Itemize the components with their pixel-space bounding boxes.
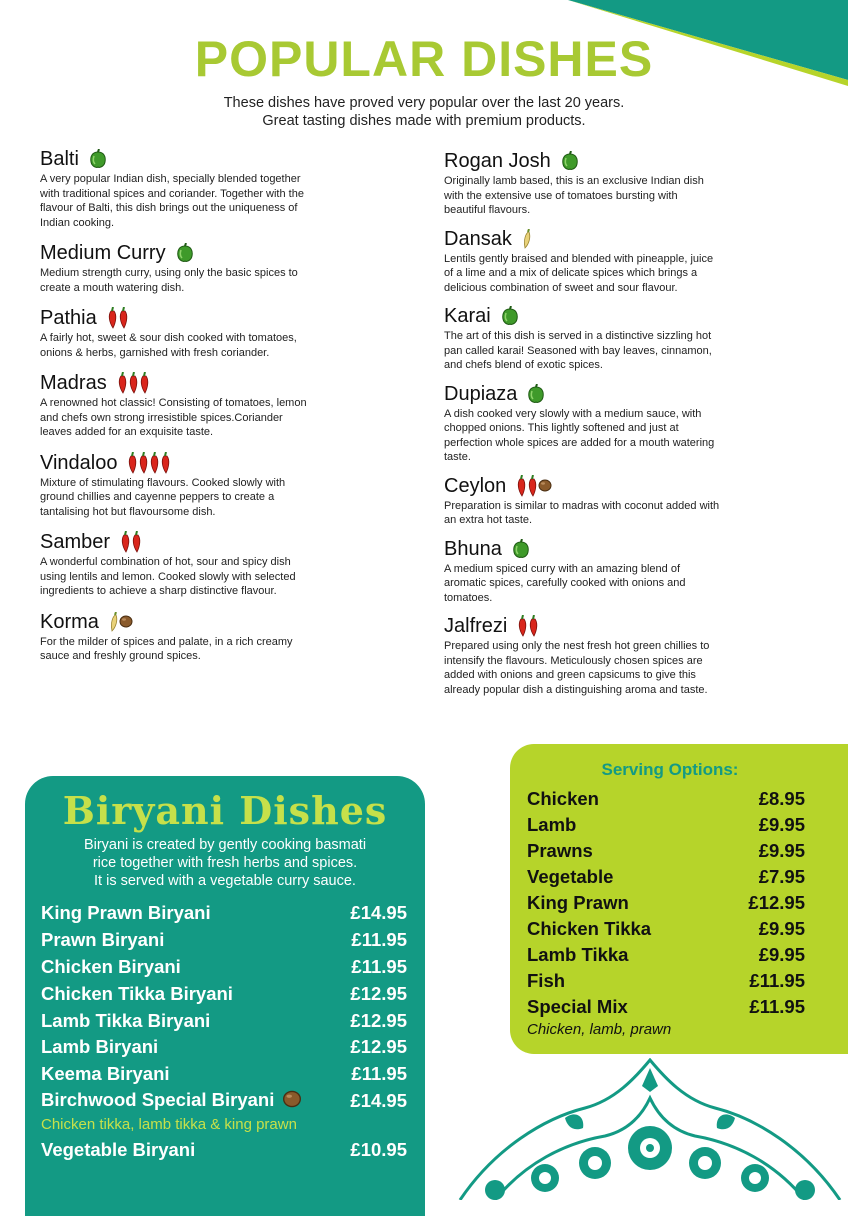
dish-name: Samber <box>40 531 111 553</box>
biryani-desc-line: Biryani is created by gently cooking basmati <box>83 837 367 853</box>
dish-description <box>444 499 774 528</box>
dish-description-line: and chefs blend of exotic spices. <box>444 359 603 371</box>
dish-name-row <box>40 370 370 396</box>
dish-item <box>40 450 370 520</box>
dish-item <box>444 613 774 697</box>
biryani-title: Biryani Dishes <box>62 788 388 833</box>
spice-level-icons <box>109 612 133 632</box>
dish-description-line: flavour of Balti, this dish brings out the uniqueness of <box>40 202 298 214</box>
red-chilli-icon <box>107 307 118 329</box>
dish-description-line: already popular dish a distinguishing aroma and taste. <box>444 683 708 696</box>
dish-description <box>40 476 370 520</box>
red-chilli-icon <box>527 475 538 497</box>
dish-description-line: A dish cooked very slowly with a medium sauce, with <box>444 407 702 420</box>
dish-description-line: Originally lamb based, this is an exclusive Indian dish <box>444 175 704 187</box>
page-subtitle <box>0 94 848 130</box>
dish-description-line: leaves added for an exquisite taste. <box>40 426 214 438</box>
green-pepper-icon <box>89 149 107 169</box>
dish-description-line: delicious combination of sweet and sour flavour. <box>444 281 678 294</box>
dish-item <box>444 381 774 465</box>
biryani-name: Chicken Tikka Biryani <box>41 982 233 1004</box>
spice-level-icons <box>517 615 539 637</box>
red-chilli-icon <box>160 452 171 474</box>
spice-level-icons <box>522 229 532 249</box>
serving-name: Lamb Tikka <box>527 944 629 965</box>
biryani-price: £12.95 <box>350 1009 407 1031</box>
dish-description <box>40 331 370 360</box>
red-chilli-icon <box>128 372 139 394</box>
biryani-desc-line: rice together with fresh herbs and spices. <box>92 855 358 871</box>
serving-row <box>527 916 805 942</box>
serving-price: £9.95 <box>758 918 805 939</box>
biryani-row <box>41 1007 407 1034</box>
dish-name-row <box>444 381 774 407</box>
dish-description-line: with the extensive use of tomatoes bursting with <box>444 189 678 202</box>
dish-description-line: A wonderful combination of hot, sour and spicy dish <box>40 556 291 568</box>
dish-name-row <box>40 609 370 635</box>
biryani-note: Chicken tikka, lamb tikka & king prawn <box>41 1116 297 1134</box>
spice-level-icons <box>527 384 545 404</box>
red-chilli-icon <box>127 452 138 474</box>
spice-level-icons <box>120 531 142 553</box>
spice-level-icons <box>176 243 194 263</box>
dish-name: Korma <box>40 610 99 633</box>
red-chilli-icon <box>117 372 128 394</box>
biryani-row <box>41 927 407 954</box>
dish-name: Vindaloo <box>40 451 118 474</box>
biryani-price: £11.95 <box>351 1063 407 1085</box>
biryani-name: King Prawn Biryani <box>41 902 211 924</box>
subtitle-line: Great tasting dishes made with premium products. <box>262 113 586 129</box>
serving-row <box>527 994 805 1020</box>
serving-row <box>527 786 805 812</box>
dish-item <box>40 370 370 440</box>
biryani-list <box>41 900 407 1163</box>
dish-description-line: chopped onions. This lightly softened and just at <box>444 422 679 434</box>
dish-name-row <box>444 536 774 562</box>
dish-name-row <box>444 473 774 499</box>
nut-icon <box>538 479 552 492</box>
biryani-price: £12.95 <box>350 982 407 1004</box>
green-pepper-icon <box>527 384 545 404</box>
nut-icon <box>282 1090 302 1113</box>
serving-name: Chicken Tikka <box>527 918 652 939</box>
spice-level-icons <box>501 306 519 326</box>
dish-description-line: ingredients to achieve a sharp distinctive flavour. <box>40 585 277 597</box>
dish-name-row <box>40 450 370 476</box>
dish-name-row <box>444 613 774 639</box>
dish-item <box>444 148 774 218</box>
dish-name: Medium Curry <box>40 242 166 264</box>
biryani-panel <box>25 776 425 1216</box>
serving-row <box>527 968 805 994</box>
spice-level-icons <box>127 452 171 474</box>
dish-description <box>444 407 774 465</box>
serving-price: £9.95 <box>758 814 805 835</box>
dish-description <box>40 555 370 599</box>
biryani-row <box>41 1034 407 1061</box>
dish-name: Rogan Josh <box>444 150 551 172</box>
dish-description <box>40 396 370 440</box>
serving-price: £7.95 <box>758 866 805 887</box>
serving-name: Fish <box>527 970 566 991</box>
dish-description-line: A medium spiced curry with an amazing blend of <box>444 562 681 575</box>
dish-item <box>40 529 370 599</box>
biryani-row <box>41 1061 407 1088</box>
dish-name: Madras <box>40 372 107 394</box>
dish-name: Dansak <box>444 227 512 250</box>
serving-name: Lamb <box>527 814 577 835</box>
serving-name: Prawns <box>527 840 593 861</box>
right-dish-column <box>444 148 774 705</box>
mandala-ornament <box>455 1058 845 1200</box>
red-chilli-icon <box>516 475 527 497</box>
biryani-desc-line: It is served with a vegetable curry sauce. <box>94 873 356 889</box>
dish-item <box>444 303 774 373</box>
dish-name-row <box>444 148 774 174</box>
nut-icon <box>119 615 133 628</box>
serving-name: King Prawn <box>527 892 629 913</box>
biryani-row <box>41 900 407 927</box>
red-chilli-icon <box>138 452 149 474</box>
dish-name-row <box>444 303 774 329</box>
dish-description-line: create a mouth watering dish. <box>40 281 185 294</box>
dish-name-row <box>40 529 370 555</box>
serving-price: £8.95 <box>758 788 805 809</box>
biryani-name: Lamb Biryani <box>41 1036 159 1058</box>
red-chilli-icon <box>118 307 129 329</box>
dish-description-line: aromatic spices, carefully cooked with onions and <box>444 577 686 589</box>
dish-description-line: tomatoes. <box>444 591 493 604</box>
red-chilli-icon <box>131 531 142 553</box>
red-chilli-icon <box>139 372 150 394</box>
biryani-price: £14.95 <box>350 1089 407 1111</box>
dish-description-line: Mixture of stimulating flavours. Cooked slowly with <box>40 476 286 489</box>
dish-name: Jalfrezi <box>444 615 508 637</box>
dish-description-line: of a lime and a mix of delicate spices which brings a <box>444 267 698 279</box>
dish-description-line: perfection whole spices are added for a mouth watering <box>444 436 715 449</box>
red-chilli-icon <box>149 452 160 474</box>
dish-description <box>40 635 370 664</box>
dish-description-line: with traditional spices and coriander. Together with the <box>40 187 304 200</box>
red-chilli-icon <box>120 531 131 553</box>
dish-description-line: onions & herbs, garnished with fresh coriander. <box>40 346 270 359</box>
left-dish-column <box>40 146 370 674</box>
biryani-name: Chicken Biryani <box>41 955 181 977</box>
serving-price: £9.95 <box>758 840 805 861</box>
biryani-price: £11.95 <box>351 955 407 977</box>
dish-description <box>40 266 370 295</box>
dish-name-row <box>40 146 370 172</box>
biryani-row <box>41 980 407 1007</box>
dish-item <box>444 226 774 296</box>
page-title: POPULAR DISHES <box>194 31 654 87</box>
spice-level-icons <box>117 372 150 394</box>
dish-description-line: A renowned hot classic! Consisting of tomatoes, lemon <box>40 397 307 409</box>
biryani-name: Prawn Biryani <box>41 929 165 951</box>
yellow-chilli-icon <box>522 229 532 249</box>
dish-name-row <box>40 305 370 331</box>
dish-name: Dupiaza <box>444 382 518 405</box>
dish-description-line: tantalising hot but flavoursome dish. <box>40 505 216 518</box>
dish-name-row <box>40 240 370 266</box>
biryani-price: £12.95 <box>350 1036 407 1058</box>
dish-name: Ceylon <box>444 474 507 497</box>
green-pepper-icon <box>561 151 579 171</box>
serving-price: £9.95 <box>758 944 805 965</box>
serving-row <box>527 942 805 968</box>
dish-item <box>444 536 774 606</box>
serving-options-panel <box>510 744 848 1054</box>
dish-name: Karai <box>444 305 491 327</box>
spice-level-icons <box>512 539 530 559</box>
serving-price: £11.95 <box>749 970 805 991</box>
serving-price: £11.95 <box>749 996 805 1017</box>
spice-level-icons <box>89 149 107 169</box>
serving-price: £12.95 <box>748 892 805 913</box>
dish-description <box>444 562 774 606</box>
dish-description-line: sauce and freshly ground spices. <box>40 650 201 662</box>
dish-description-line: Prepared using only the nest fresh hot green chillies to <box>444 640 710 652</box>
biryani-row <box>41 954 407 981</box>
dish-description-line: Preparation is similar to madras with coconut added with <box>444 499 720 512</box>
dish-description-line: an extra hot taste. <box>444 514 533 526</box>
dish-item <box>40 305 370 360</box>
serving-title: Serving Options: <box>601 760 739 779</box>
dish-description-line: taste. <box>444 451 471 463</box>
green-pepper-icon <box>501 306 519 326</box>
serving-list <box>527 786 805 1040</box>
spice-level-icons <box>107 307 129 329</box>
dish-description <box>40 172 370 230</box>
dish-description-line: ground chillies and cayenne peppers to create a <box>40 491 275 503</box>
dish-description-line: A fairly hot, sweet & sour dish cooked with tomatoes, <box>40 332 297 344</box>
dish-description-line: For the milder of spices and palate, in a rich creamy <box>40 635 293 648</box>
spice-level-icons <box>516 475 552 497</box>
green-pepper-icon <box>512 539 530 559</box>
dish-description-line: intensify the flavours. Meticulously chosen spices are <box>444 654 703 667</box>
biryani-price: £11.95 <box>351 929 407 951</box>
biryani-name: Keema Biryani <box>41 1063 170 1085</box>
green-pepper-icon <box>176 243 194 263</box>
dish-name: Pathia <box>40 307 97 329</box>
dish-name: Bhuna <box>444 537 502 560</box>
dish-description-line: using lentils and lemon. Cooked slowly with selected <box>40 570 296 583</box>
serving-row <box>527 890 805 916</box>
serving-row <box>527 812 805 838</box>
biryani-name: Lamb Tikka Biryani <box>41 1009 211 1031</box>
dish-item <box>444 473 774 528</box>
dish-description-line: The art of this dish is served in a distinctive sizzling hot <box>444 330 712 342</box>
serving-name: Special Mix <box>527 996 628 1017</box>
biryani-name: Birchwood Special Biryani <box>41 1089 302 1113</box>
dish-item <box>40 609 370 664</box>
serving-note: Chicken, lamb, prawn <box>527 1021 672 1038</box>
dish-name: Balti <box>40 148 79 170</box>
biryani-description <box>25 836 425 890</box>
dish-description-line: Medium strength curry, using only the basic spices to <box>40 267 298 279</box>
dish-description-line: beautiful flavours. <box>444 204 531 216</box>
yellow-chilli-icon <box>109 612 119 632</box>
dish-description-line: and chefs own strong irresistible spices.Coriander <box>40 411 283 424</box>
serving-name: Chicken <box>527 788 599 809</box>
dish-description <box>444 174 774 218</box>
biryani-row <box>41 1136 407 1163</box>
biryani-row <box>41 1088 407 1115</box>
dish-description <box>444 329 774 373</box>
biryani-price: £10.95 <box>350 1138 407 1160</box>
dish-description <box>444 639 774 697</box>
dish-description-line: Indian cooking. <box>40 216 114 229</box>
serving-name: Vegetable <box>527 866 614 887</box>
dish-name-row <box>444 226 774 252</box>
serving-row <box>527 864 805 890</box>
dish-item <box>40 146 370 230</box>
serving-row <box>527 838 805 864</box>
subtitle-line: These dishes have proved very popular over the last 20 years. <box>223 95 625 111</box>
dish-description-line: added with onions and green capsicums to give this <box>444 669 696 681</box>
dish-description <box>444 252 774 296</box>
dish-description-line: A very popular Indian dish, specially blended together <box>40 173 301 185</box>
dish-item <box>40 240 370 295</box>
dish-description-line: Lentils gently braised and blended with pineapple, juice <box>444 252 714 265</box>
red-chilli-icon <box>528 615 539 637</box>
spice-level-icons <box>561 151 579 171</box>
dish-description-line: pan called karai! Seasoned with bay leaves, cinnamon, <box>444 344 712 357</box>
red-chilli-icon <box>517 615 528 637</box>
biryani-name: Vegetable Biryani <box>41 1138 196 1160</box>
biryani-price: £14.95 <box>350 902 407 924</box>
